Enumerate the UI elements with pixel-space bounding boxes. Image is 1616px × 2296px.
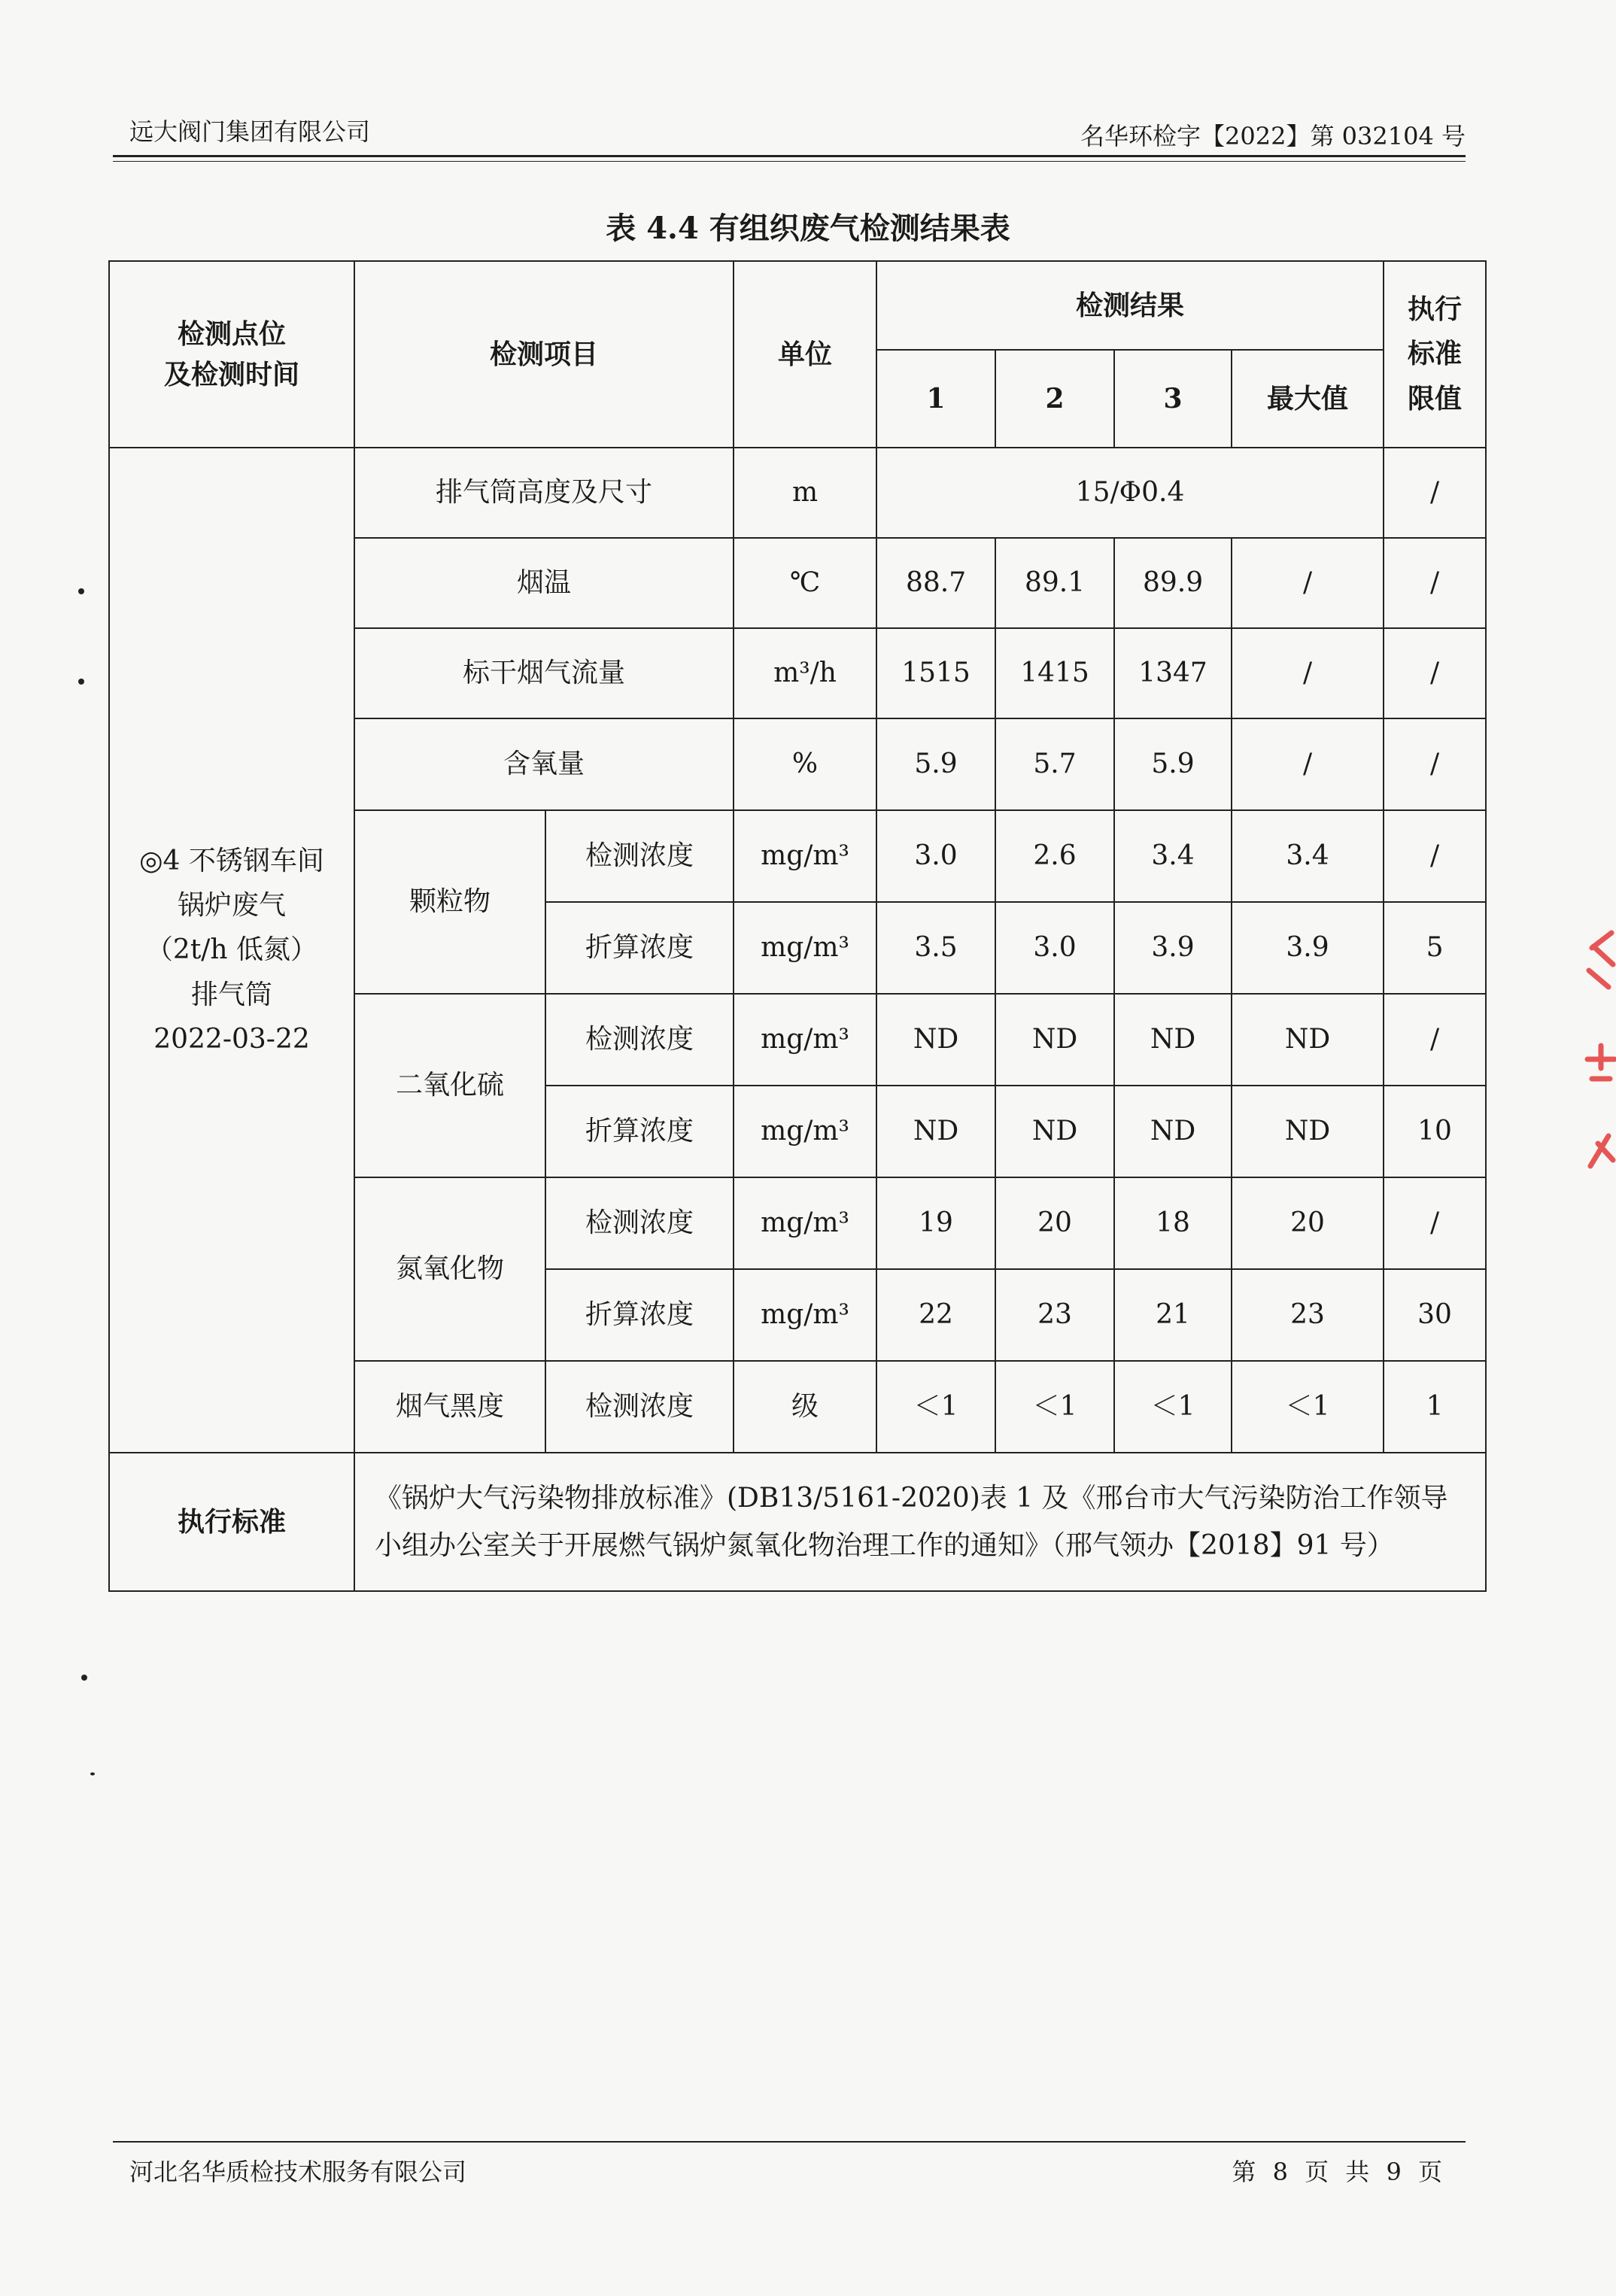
value-cell: ND xyxy=(995,994,1114,1086)
value-cell: ＜1 xyxy=(1114,1361,1232,1453)
value-cell: 1347 xyxy=(1114,628,1232,718)
item-flow: 标干烟气流量 xyxy=(354,628,734,718)
header-report-number: 名华环检字【2022】第 032104 号 xyxy=(1080,122,1466,150)
value-cell: ND xyxy=(876,1086,995,1177)
item-temp: 烟温 xyxy=(354,538,734,628)
value-cell: 5.9 xyxy=(876,718,995,810)
table-row xyxy=(109,1453,1486,1591)
sub-item: 检测浓度 xyxy=(545,1177,734,1269)
value-cell: 5.7 xyxy=(995,718,1114,810)
unit-cell: mg/m³ xyxy=(734,1269,876,1361)
max-cell: ND xyxy=(1232,994,1384,1086)
header-limit: 执行 标准 限值 xyxy=(1384,261,1486,448)
max-cell: ＜1 xyxy=(1232,1361,1384,1453)
header-unit: 单位 xyxy=(734,261,876,448)
header-item: 检测项目 xyxy=(354,261,734,448)
value-cell: 19 xyxy=(876,1177,995,1269)
value-cell: 88.7 xyxy=(876,538,995,628)
header-results: 检测结果 xyxy=(876,261,1384,350)
max-cell: 3.4 xyxy=(1232,810,1384,902)
sub-item: 折算浓度 xyxy=(545,902,734,994)
value-cell: ND xyxy=(995,1086,1114,1177)
max-cell: / xyxy=(1232,718,1384,810)
value-cell: ＜1 xyxy=(876,1361,995,1453)
limit-cell: / xyxy=(1384,448,1486,538)
header-rule xyxy=(113,155,1466,157)
limit-cell: 10 xyxy=(1384,1086,1486,1177)
value-cell: 2.6 xyxy=(995,810,1114,902)
sub-item: 检测浓度 xyxy=(545,1361,734,1453)
unit-cell: 级 xyxy=(734,1361,876,1453)
unit-cell: m³/h xyxy=(734,628,876,718)
header-max: 最大值 xyxy=(1232,350,1384,448)
limit-cell: 1 xyxy=(1384,1361,1486,1453)
value-cell: 3.9 xyxy=(1114,902,1232,994)
value-cell: 3.0 xyxy=(876,810,995,902)
max-cell: / xyxy=(1232,628,1384,718)
unit-cell: % xyxy=(734,718,876,810)
value-cell: 1515 xyxy=(876,628,995,718)
limit-cell: / xyxy=(1384,994,1486,1086)
header-result-1: 1 xyxy=(876,350,995,448)
unit-cell: mg/m³ xyxy=(734,994,876,1086)
sub-item: 折算浓度 xyxy=(545,1086,734,1177)
unit-cell: mg/m³ xyxy=(734,1086,876,1177)
page-number: 第 8 页 共 9 页 xyxy=(1232,2158,1447,2186)
margin-dot xyxy=(81,1675,87,1681)
unit-cell: mg/m³ xyxy=(734,902,876,994)
value-cell: 18 xyxy=(1114,1177,1232,1269)
limit-cell: / xyxy=(1384,718,1486,810)
margin-dot xyxy=(90,1772,95,1775)
value-cell: 3.5 xyxy=(876,902,995,994)
unit-cell: mg/m³ xyxy=(734,1177,876,1269)
value-cell: 23 xyxy=(995,1269,1114,1361)
value-cell: 20 xyxy=(995,1177,1114,1269)
header-result-2: 2 xyxy=(995,350,1114,448)
sampling-point: ◎4 不锈钢车间 锅炉废气 （2t/h 低氮） 排气筒 2022-03-22 xyxy=(109,448,354,1453)
max-cell: / xyxy=(1232,538,1384,628)
value-cell: 89.9 xyxy=(1114,538,1232,628)
header-result-3: 3 xyxy=(1114,350,1232,448)
limit-cell: 30 xyxy=(1384,1269,1486,1361)
value-cell: 22 xyxy=(876,1269,995,1361)
value-cell: 5.9 xyxy=(1114,718,1232,810)
value-cell: 3.0 xyxy=(995,902,1114,994)
standard-text: 《锅炉大气污染物排放标准》(DB13/5161-2020)表 1 及《邢台市大气污染防治工作领导小组办公室关于开展燃气锅炉氮氧化物治理工作的通知》（邢气领办【2018】91 号） xyxy=(354,1453,1486,1591)
pollutant-so2: 二氧化硫 xyxy=(354,994,545,1177)
unit-cell: m xyxy=(734,448,876,538)
max-cell: 23 xyxy=(1232,1269,1384,1361)
unit-cell: ℃ xyxy=(734,538,876,628)
header-point-time: 检测点位 及检测时间 xyxy=(109,261,354,448)
value-cell: 21 xyxy=(1114,1269,1232,1361)
sub-item: 检测浓度 xyxy=(545,810,734,902)
stack-value: 15/Φ0.4 xyxy=(876,448,1384,538)
max-cell: 20 xyxy=(1232,1177,1384,1269)
unit-cell: mg/m³ xyxy=(734,810,876,902)
standard-label: 执行标准 xyxy=(109,1453,354,1591)
value-cell: ND xyxy=(1114,994,1232,1086)
limit-cell: / xyxy=(1384,628,1486,718)
results-table xyxy=(108,260,1487,1592)
limit-cell: / xyxy=(1384,810,1486,902)
table-title: 表 4.4 有组织废气检测结果表 xyxy=(606,211,1010,246)
sub-item: 折算浓度 xyxy=(545,1269,734,1361)
value-cell: 3.4 xyxy=(1114,810,1232,902)
item-stack: 排气筒高度及尺寸 xyxy=(354,448,734,538)
limit-cell: 5 xyxy=(1384,902,1486,994)
max-cell: 3.9 xyxy=(1232,902,1384,994)
sub-item: 检测浓度 xyxy=(545,994,734,1086)
header-rule-thin xyxy=(113,161,1466,162)
margin-dot xyxy=(78,679,84,685)
limit-cell: / xyxy=(1384,538,1486,628)
margin-dot xyxy=(78,588,84,594)
value-cell: 1415 xyxy=(995,628,1114,718)
header-company: 远大阀门集团有限公司 xyxy=(129,117,371,146)
pollutant-nox: 氮氧化物 xyxy=(354,1177,545,1361)
value-cell: ND xyxy=(1114,1086,1232,1177)
seal-stamp-edge xyxy=(1578,918,1616,1189)
pollutant-smoke: 烟气黑度 xyxy=(354,1361,545,1453)
value-cell: ND xyxy=(876,994,995,1086)
value-cell: ＜1 xyxy=(995,1361,1114,1453)
limit-cell: / xyxy=(1384,1177,1486,1269)
pollutant-pm: 颗粒物 xyxy=(354,810,545,994)
item-oxygen: 含氧量 xyxy=(354,718,734,810)
value-cell: 89.1 xyxy=(995,538,1114,628)
table-row xyxy=(109,448,1486,538)
max-cell: ND xyxy=(1232,1086,1384,1177)
footer-company: 河北名华质检技术服务有限公司 xyxy=(129,2158,467,2186)
footer-rule xyxy=(113,2141,1466,2143)
